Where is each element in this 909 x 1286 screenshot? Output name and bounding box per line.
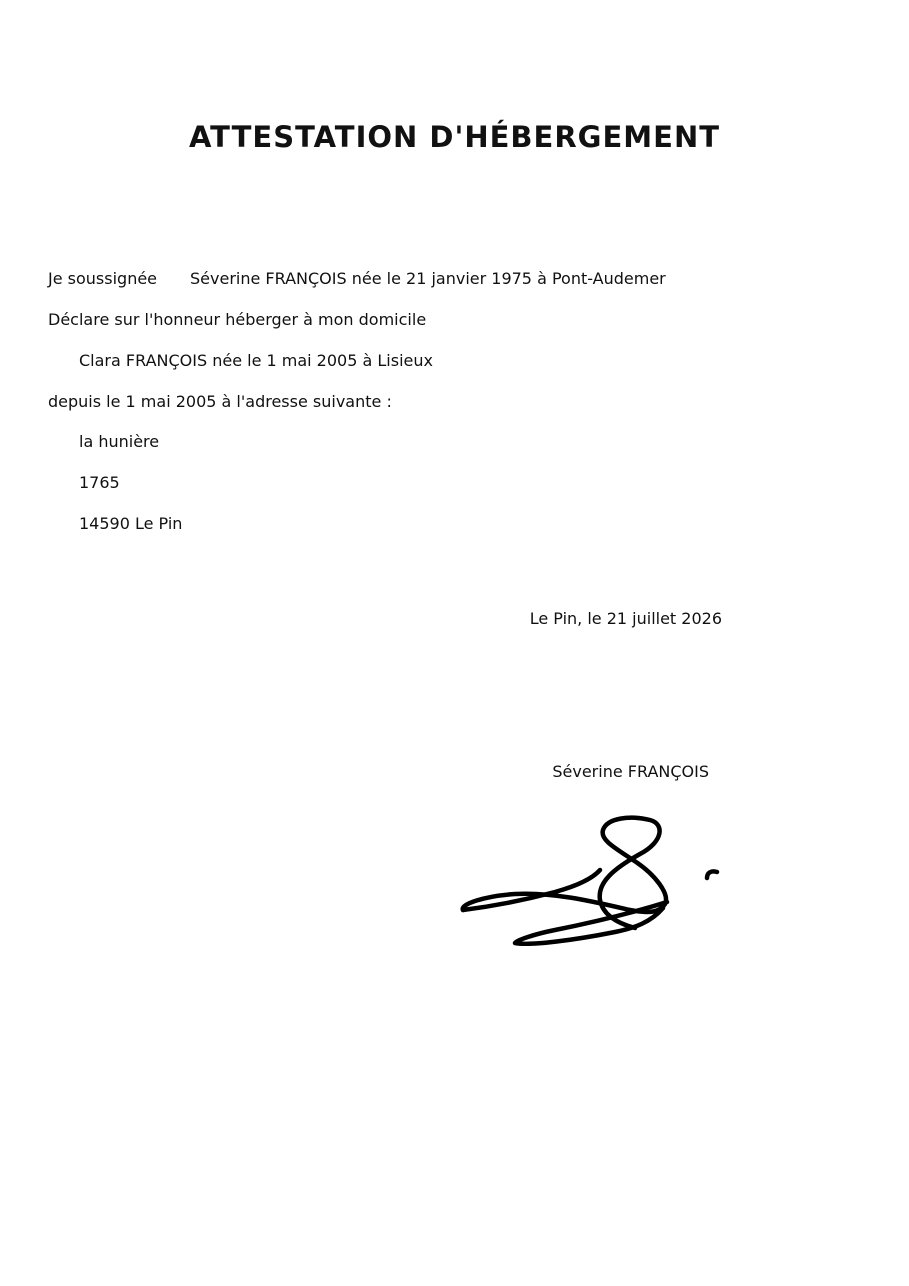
signer-name: Séverine FRANÇOIS [552, 762, 709, 781]
declaration-text: Déclare sur l'honneur héberger à mon domicile [48, 310, 427, 329]
signature-icon [455, 812, 735, 957]
declarant-details: Séverine FRANÇOIS née le 21 janvier 1975 à Pont-Audemer [190, 269, 666, 288]
address-line-1: la hunière [79, 432, 160, 451]
declarant-label: Je soussignée [48, 269, 158, 288]
hosted-person: Clara FRANÇOIS née le 1 mai 2005 à Lisieux [79, 351, 433, 370]
document-title: ATTESTATION D'HÉBERGEMENT [188, 120, 721, 154]
place-and-date: Le Pin, le 21 juillet 2026 [529, 609, 722, 628]
address-line-3: 14590 Le Pin [79, 514, 183, 533]
address-line-2: 1765 [79, 473, 120, 492]
since-text: depuis le 1 mai 2005 à l'adresse suivante : [48, 392, 392, 411]
